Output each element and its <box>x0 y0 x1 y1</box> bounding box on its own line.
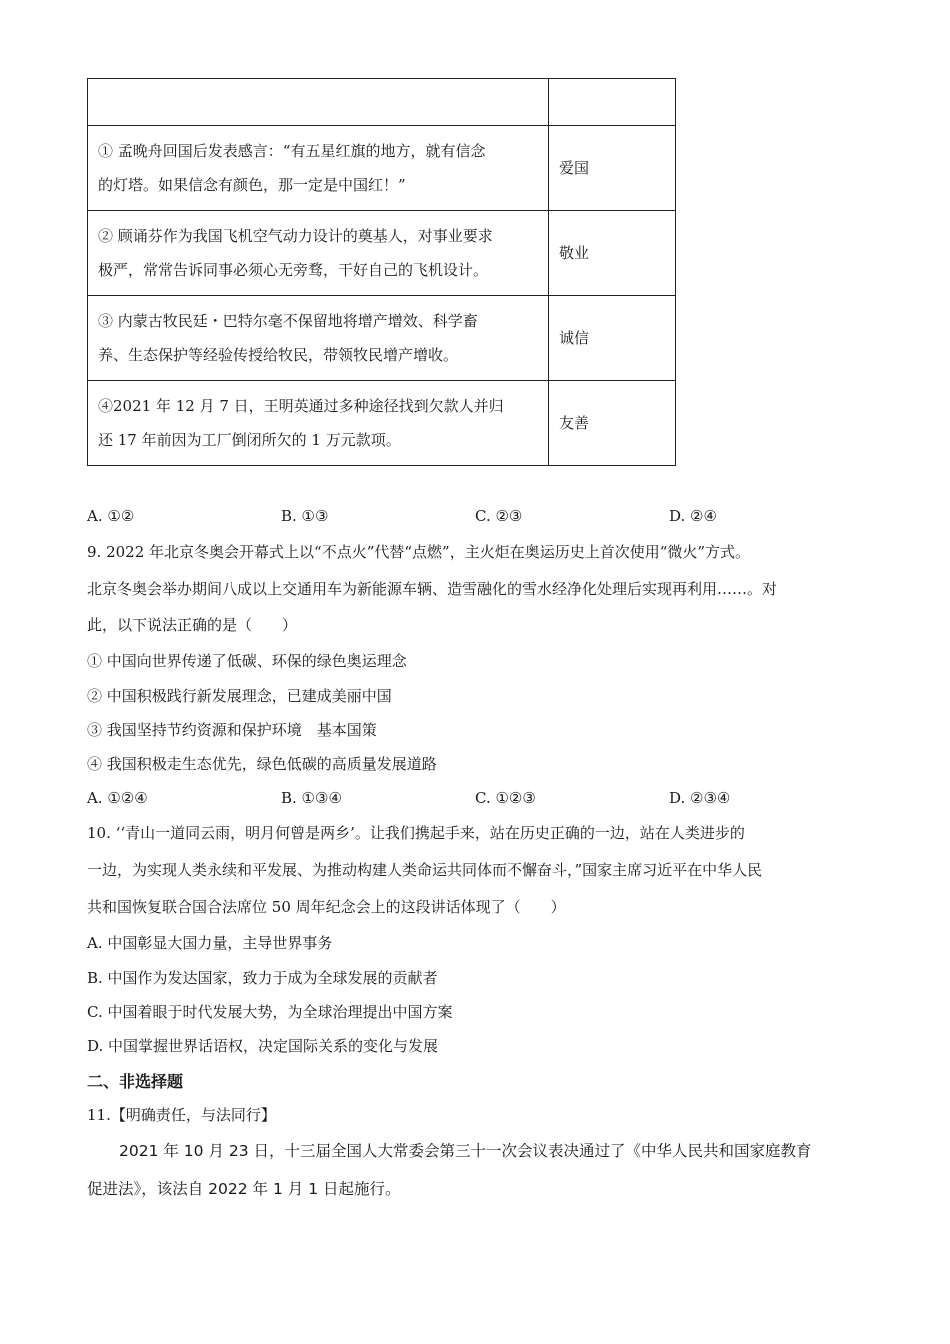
q10-option-c: C. 中国着眼于时代发展大势，为全球治理提出中国方案 <box>87 1003 453 1021</box>
q9-stem-line: 北京冬奥会举办期间八成以上交通用车为新能源车辆、造雪融化的雪水经净化处理后实现再利用……。对 <box>87 580 778 598</box>
table-cell-example: ② 顾诵芬作为我国飞机空气动力设计的奠基人，对事业要求 极严，常常告诉同事必须心无旁骛，干好自己的飞机设计。 <box>88 211 549 296</box>
table-cell-value: 诚信 <box>549 296 676 381</box>
q10-stem-line: 一边，为实现人类永续和平发展、为推动构建人类命运共同体而不懈奋斗，”国家主席习近平在中华人民 <box>87 861 763 879</box>
table-cell-example: ④2021 年 12 月 7 日，王明英通过多种途径找到欠款人并归 还 17 年前因为工厂倒闭所欠的 1 万元款项。 <box>88 381 549 466</box>
option-c: C. ②③ <box>475 507 523 525</box>
table-cell-example: ① 孟晚舟回国后发表感言：“有五星红旗的地方，就有信念 的灯塔。如果信念有颜色，那一定是中国红！” <box>88 126 549 211</box>
q10-option-a: A. 中国彰显大国力量，主导世界事务 <box>87 934 333 952</box>
table-row <box>88 126 676 211</box>
q9-item: ① 中国向世界传递了低碳、环保的绿色奥运理念 <box>87 652 407 670</box>
option-b: B. ①③ <box>281 507 329 525</box>
option-d: D. ②④ <box>669 507 717 525</box>
table-header-cell <box>549 79 676 126</box>
q8-table <box>87 78 676 466</box>
q11-text-line: 促进法》，该法自 2022 年 1 月 1 日起施行。 <box>87 1180 401 1198</box>
section-title: 二、非选择题 <box>87 1072 184 1091</box>
option-c: C. ①②③ <box>475 789 536 807</box>
table-cell-example: ③ 内蒙古牧民廷・巴特尔毫不保留地将增产增效、科学畜 养、生态保护等经验传授给牧民，带领牧民增产增收。 <box>88 296 549 381</box>
q9-item: ② 中国积极践行新发展理念，已建成美丽中国 <box>87 687 392 705</box>
q10-stem-line: 共和国恢复联合国合法席位 50 周年纪念会上的这段讲话体现了（ ） <box>87 898 566 916</box>
table-cell-value: 爱国 <box>549 126 676 211</box>
q9-item: ③ 我国坚持节约资源和保护环境 基本国策 <box>87 721 377 739</box>
q10-option-b: B. 中国作为发达国家，致力于成为全球发展的贡献者 <box>87 969 438 987</box>
option-a: A. ①②④ <box>87 789 148 807</box>
q9-item: ④ 我国积极走生态优先，绿色低碳的高质量发展道路 <box>87 755 437 773</box>
q10-stem-line: 10. ‘‘青山一道同云雨，明月何曾是两乡’。让我们携起手来，站在历史正确的一边，站在人类进步的 <box>87 824 745 842</box>
option-b: B. ①③④ <box>281 789 342 807</box>
q9-stem-line: 9. 2022 年北京冬奥会开幕式上以“不点火”代替“点燃”，主火炬在奥运历史上首次使用“微火”方式。 <box>87 543 751 561</box>
q9-stem-line: 此，以下说法正确的是（ ） <box>87 616 298 634</box>
table-cell-value: 敬业 <box>549 211 676 296</box>
table-header-cell <box>88 79 549 126</box>
table-row <box>88 381 676 466</box>
table-row <box>88 211 676 296</box>
option-d: D. ②③④ <box>669 789 731 807</box>
q11-title: 11.【明确责任，与法同行】 <box>87 1106 276 1124</box>
table-header-row <box>88 79 676 126</box>
option-a: A. ①② <box>87 507 135 525</box>
q10-option-d: D. 中国掌握世界话语权，决定国际关系的变化与发展 <box>87 1037 439 1055</box>
q11-text-line: 2021 年 10 月 23 日，十三届全国人大常委会第三十一次会议表决通过了《中华人民共和国家庭教育 <box>119 1142 812 1160</box>
table-cell-value: 友善 <box>549 381 676 466</box>
table-row <box>88 296 676 381</box>
